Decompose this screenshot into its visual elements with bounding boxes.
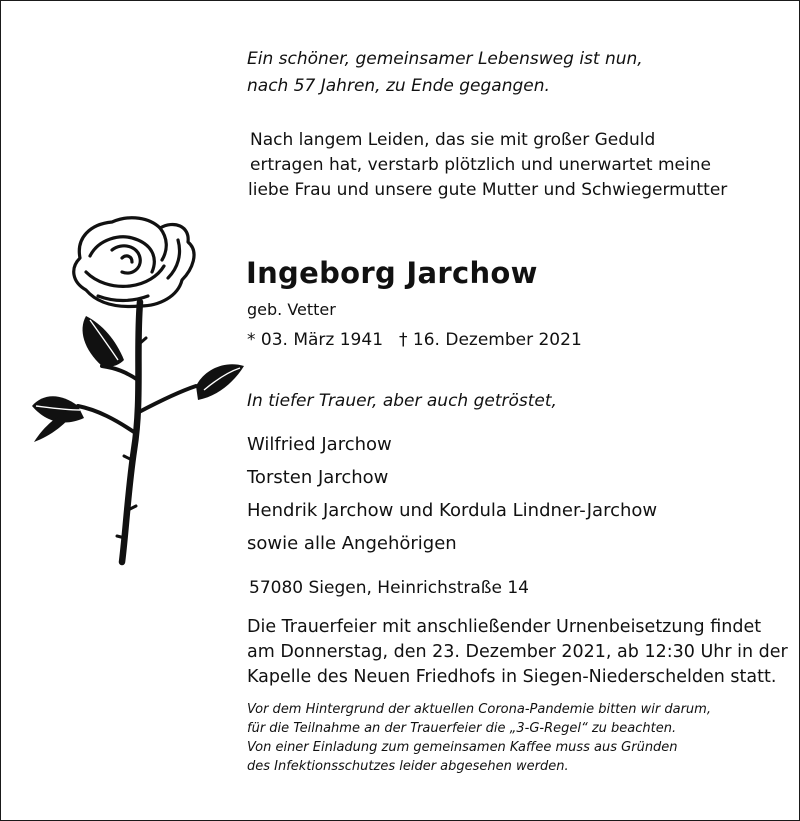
death-date: † 16. Dezember 2021 [399,330,582,350]
address: 57080 Siegen, Heinrichstraße 14 [249,578,529,598]
deceased-name: Ingeborg Jarchow [246,256,538,290]
notice-line: Vor dem Hintergrund der aktuellen Corona-Pandemie bitten wir darum, [247,702,711,717]
lead-line: ertragen hat, verstarb plötzlich und unerwartet meine [250,155,711,175]
lead-text [250,128,727,203]
intro-line: Ein schöner, gemeinsamer Lebensweg ist nun, [247,49,643,69]
mourners-list [247,428,657,560]
lead-line: liebe Frau und unsere gute Mutter und Schwiegermutter [248,180,728,200]
notice-line: Von einer Einladung zum gemeinsamen Kaffee muss aus Gründen [247,740,678,755]
lead-line: Nach langem Leiden, das sie mit großer Geduld [250,130,656,150]
life-dates [247,330,582,350]
ceremony-text [247,615,788,690]
mourner-name: Wilfried Jarchow [247,434,392,455]
birth-name: geb. Vetter [247,300,336,319]
mourner-name: Torsten Jarchow [247,467,389,488]
rose-icon [28,210,250,570]
corona-notice [247,700,711,776]
ceremony-line: am Donnerstag, den 23. Dezember 2021, ab 12:30 Uhr in der [247,642,788,662]
intro-line: nach 57 Jahren, zu Ende gegangen. [247,76,550,96]
ceremony-line: Kapelle des Neuen Friedhofs in Siegen-Niederschelden statt. [247,667,777,687]
notice-line: für die Teilnahme an der Trauerfeier die „3-G-Regel“ zu beachten. [247,721,677,736]
birth-date: * 03. März 1941 [247,330,384,350]
mourner-name: sowie alle Angehörigen [247,533,457,554]
mourner-name: Hendrik Jarchow und Kordula Lindner-Jarchow [247,500,658,521]
ceremony-line: Die Trauerfeier mit anschließender Urnenbeisetzung findet [247,617,762,637]
intro-quote [247,46,643,100]
mourning-intro: In tiefer Trauer, aber auch getröstet, [247,391,557,411]
notice-line: des Infektionsschutzes leider abgesehen werden. [247,759,569,774]
